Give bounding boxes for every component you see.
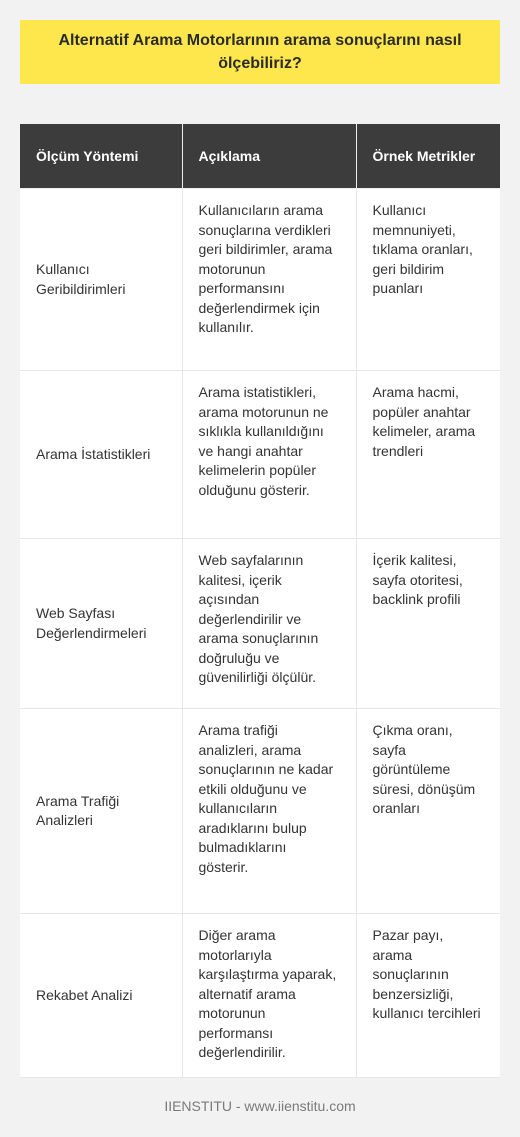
examples-cell: Çıkma oranı, sayfa görüntüleme süresi, dönüşüm oranları [356,709,500,914]
description-cell: Arama trafiği analizleri, arama sonuçlarının ne kadar etkili olduğunu ve kullanıcıların aradıklarını bulup bulmadıklarını gösterir. [182,709,356,914]
examples-cell: İçerik kalitesi, sayfa otoritesi, backlink profili [356,539,500,709]
table-header-row [20,124,500,189]
table-row [20,914,500,1078]
method-cell: Web Sayfası Değerlendirmeleri [20,539,182,709]
method-cell: Arama İstatistikleri [20,371,182,539]
method-cell: Arama Trafiği Analizleri [20,709,182,914]
table-row [20,539,500,709]
table-row [20,709,500,914]
title-banner [20,20,500,84]
table-row [20,189,500,371]
table-row [20,371,500,539]
examples-cell: Kullanıcı memnuniyeti, tıklama oranları, geri bildirim puanları [356,189,500,371]
method-cell: Kullanıcı Geribildirimleri [20,189,182,371]
description-cell: Arama istatistikleri, arama motorunun ne sıklıkla kullanıldığını ve hangi anahtar kelimelerin popüler olduğunu gösterir. [182,371,356,539]
metrics-table [20,124,500,1078]
header-description: Açıklama [182,124,356,189]
page-title: Alternatif Arama Motorlarının arama sonuçlarını nasıl ölçebiliriz? [58,32,462,72]
description-cell: Diğer arama motorlarıyla karşılaştırma yaparak, alternatif arama motorunun performansı değerlendirilir. [182,914,356,1078]
description-cell: Kullanıcıların arama sonuçlarına verdikleri geri bildirimler, arama motorunun performansını değerlendirmek için kullanılır. [182,189,356,371]
examples-cell: Arama hacmi, popüler anahtar kelimeler, arama trendleri [356,371,500,539]
header-examples: Örnek Metrikler [356,124,500,189]
header-method: Ölçüm Yöntemi [20,124,182,189]
method-cell: Rekabet Analizi [20,914,182,1078]
footer-credit: IIENSTITU - www.iienstitu.com [164,1098,356,1114]
examples-cell: Pazar payı, arama sonuçlarının benzersizliği, kullanıcı tercihleri [356,914,500,1078]
description-cell: Web sayfalarının kalitesi, içerik açısından değerlendirilir ve arama sonuçlarının doğruluğu ve güvenilirliği ölçülür. [182,539,356,709]
